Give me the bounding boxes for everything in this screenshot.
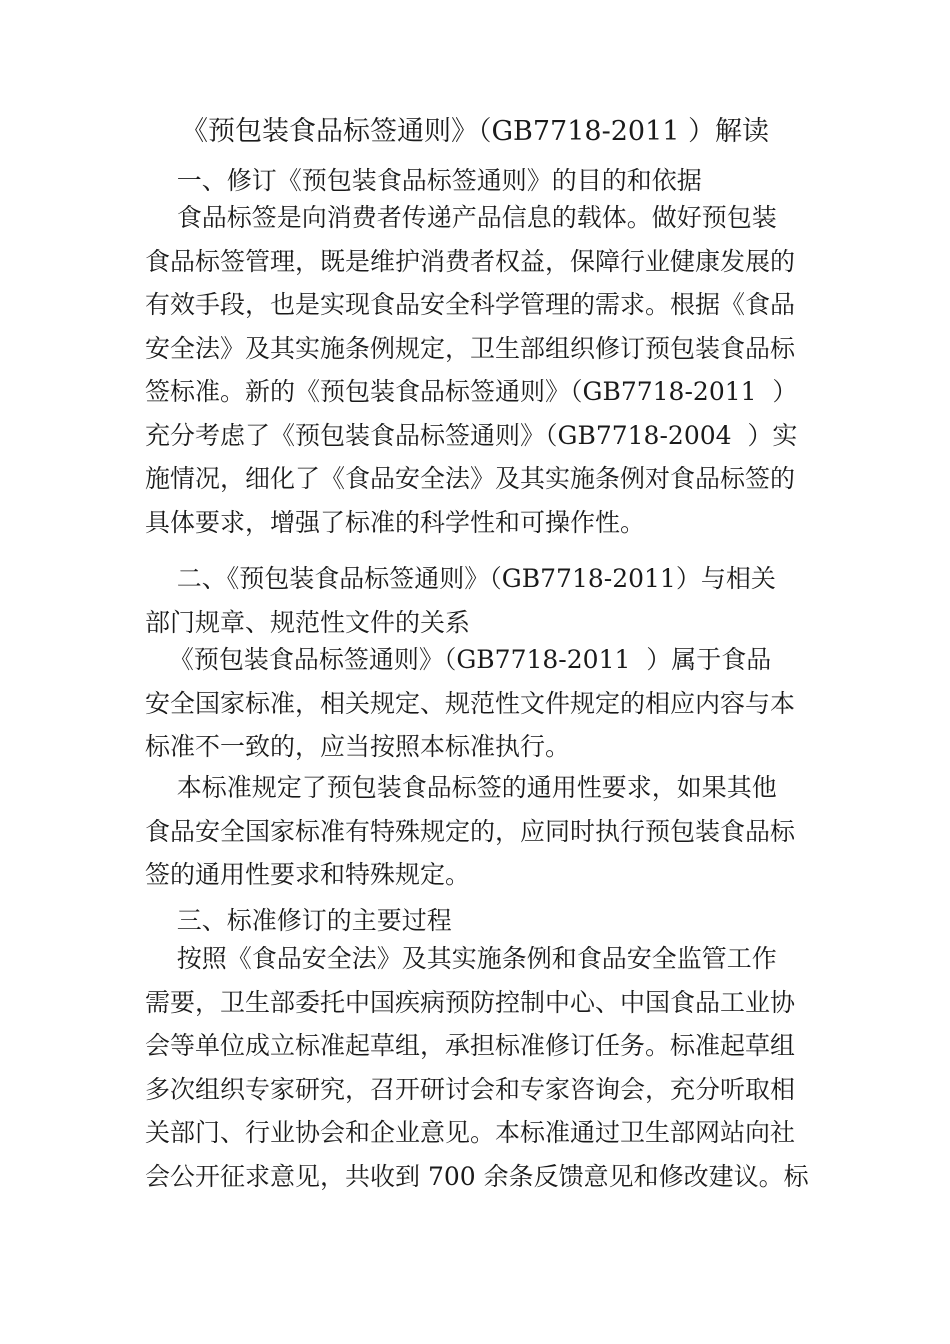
text-line: 签标准。新的《预包装食品标签通则》（GB7718-2011 ） [145,377,798,406]
text-line: 部门规章、规范性文件的关系 [145,607,471,637]
text-line: 多次组织专家研究，召开研讨会和专家咨询会，充分听取相 [145,1074,796,1104]
text-line: 有效手段，也是实现食品安全科学管理的需求。根据《食品 [145,290,796,319]
text-line: 按照《食品安全法》及其实施条例和食品安全监管工作 [145,944,777,973]
text-line: 标准不一致的，应当按照本标准执行。 [145,732,571,761]
text-line: 具体要求，增强了标准的科学性和可操作性。 [145,507,646,537]
text-line: 食品安全国家标准有特殊规定的，应同时执行预包装食品标 [145,816,796,846]
text-line: 三、标准修订的主要过程 [145,906,452,935]
text-line: 会等单位成立标准起草组，承担标准修订任务。标准起草组 [145,1031,796,1060]
text-line: 一、修订《预包装食品标签通则》的目的和依据 [145,166,702,195]
text-line: 签的通用性要求和特殊规定。 [145,860,471,889]
text-line: 安全国家标准，相关规定、规范性文件规定的相应内容与本 [145,688,796,718]
text-line: 食品标签是向消费者传递产品信息的载体。做好预包装 [145,203,777,232]
text-line: 二、《预包装食品标签通则》（GB7718-2011）与相关 [145,564,776,593]
document-title: 《预包装食品标签通则》（GB7718-2011 ）解读 [180,116,770,147]
paragraph-revision-process [145,937,815,1198]
text-line: 《预包装食品标签通则》（GB7718-2011 ）属于食品 [145,645,772,674]
section-heading-2 [145,557,815,644]
text-line: 食品标签管理，既是维护消费者权益，保障行业健康发展的 [145,246,796,276]
section-heading-3 [145,899,815,943]
paragraph-purpose [145,196,815,544]
text-line: 施情况，细化了《食品安全法》及其实施条例对食品标签的 [145,464,796,493]
text-line: 充分考虑了《预包装食品标签通则》（GB7718-2004 ）实 [145,420,798,450]
text-line: 安全法》及其实施条例规定，卫生部组织修订预包装食品标 [145,333,796,363]
paragraph-general-requirements [145,766,815,897]
text-line: 需要，卫生部委托中国疾病预防控制中心、中国食品工业协 [145,987,796,1017]
text-line: 本标准规定了预包装食品标签的通用性要求，如果其他 [145,773,777,802]
text-line: 关部门、行业协会和企业意见。本标准通过卫生部网站向社 [145,1118,796,1147]
text-line: 会公开征求意见，共收到 700 余条反馈意见和修改建议。标 [145,1161,809,1191]
paragraph-relationship [145,638,815,769]
